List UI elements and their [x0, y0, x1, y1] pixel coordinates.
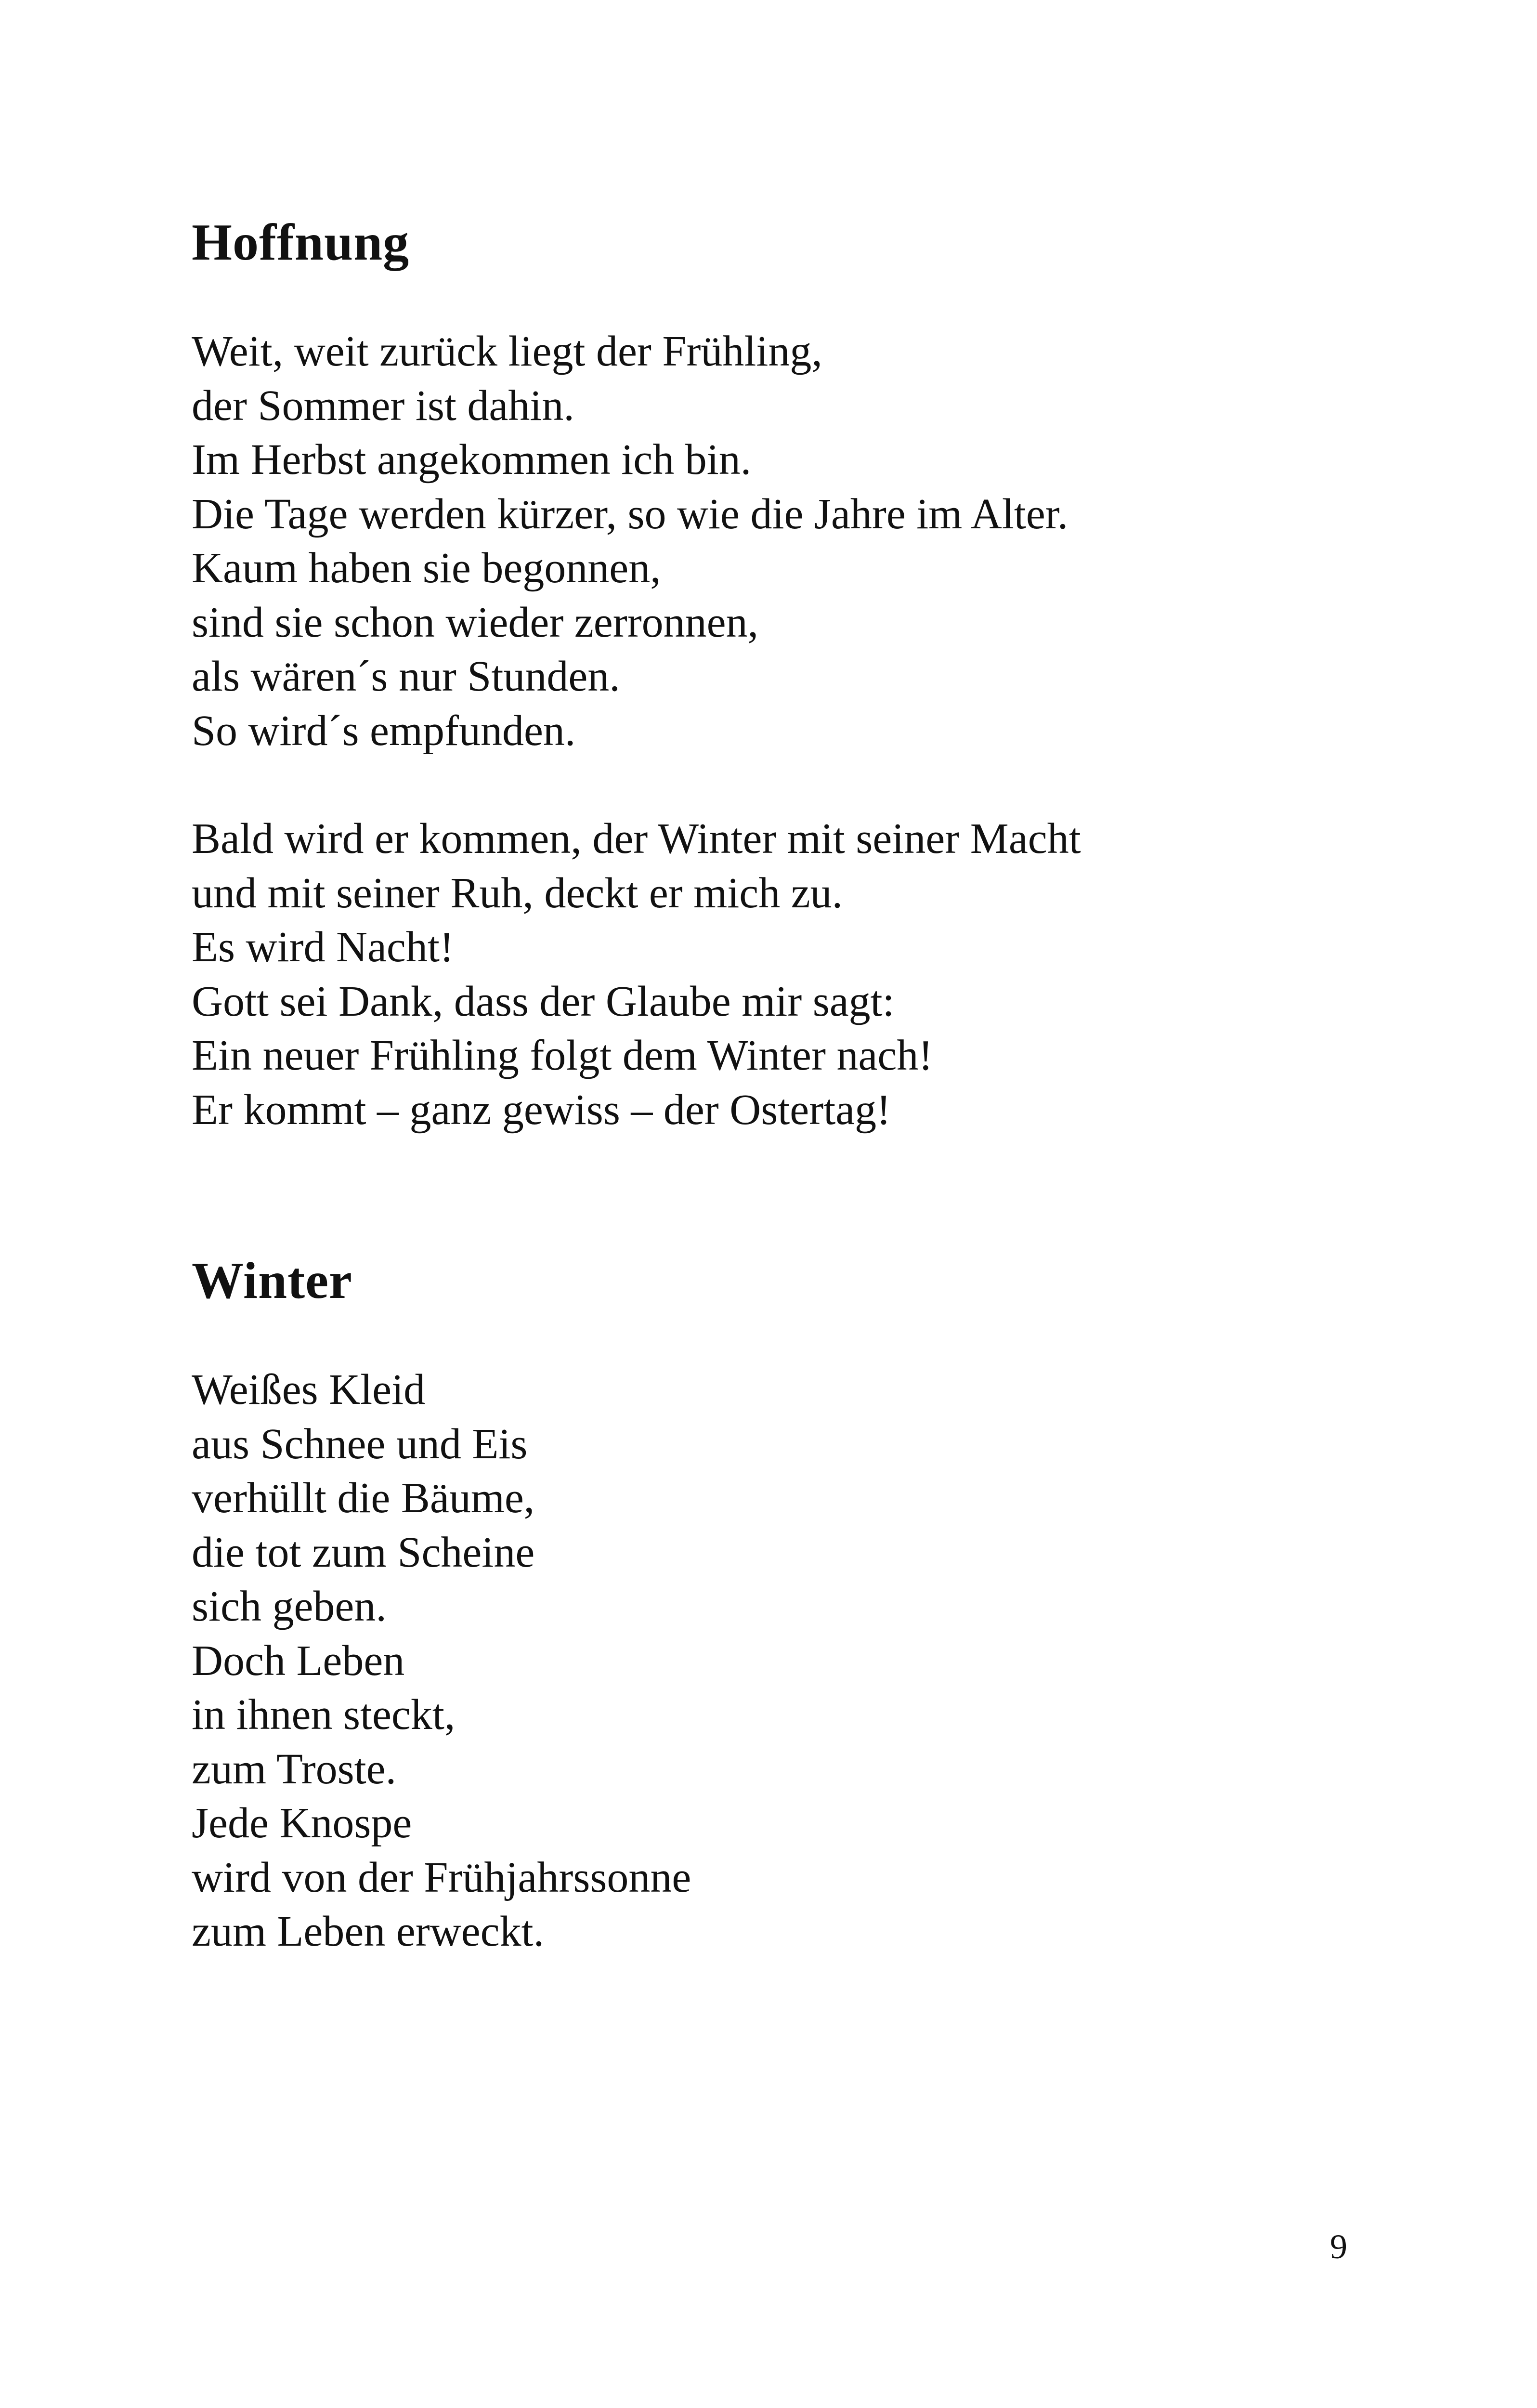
poem-line: zum Troste. [192, 1745, 397, 1793]
poem-line: zum Leben erweckt. [192, 1908, 545, 1955]
poem-line: aus Schnee und Eis [192, 1420, 528, 1468]
poem-line: verhüllt die Bäume, [192, 1474, 535, 1522]
poem-line: So wird´s empfunden. [192, 707, 576, 755]
poem-line: Weißes Kleid [192, 1366, 426, 1413]
poem-title: Winter [192, 1252, 352, 1309]
poem-line: sich geben. [192, 1583, 387, 1630]
poem-hoffnung [192, 214, 1395, 1137]
poem-line: Im Herbst angekommen ich bin. [192, 436, 752, 484]
poem-line: als wären´s nur Stunden. [192, 653, 620, 700]
stanza [192, 325, 1395, 758]
poem-line: der Sommer ist dahin. [192, 381, 574, 430]
poem-line: Bald wird er kommen, der Winter mit seiner Macht [192, 815, 1081, 863]
page-number: 9 [1330, 2227, 1347, 2266]
poem-line: Ein neuer Frühling folgt dem Winter nach! [192, 1032, 933, 1079]
poem-line: Die Tage werden kürzer, so wie die Jahre im Alter. [192, 490, 1068, 538]
stanza [192, 812, 1395, 1137]
poem-winter [192, 1252, 1395, 1959]
stanza [192, 1363, 1395, 1959]
poem-line: Doch Leben [192, 1636, 405, 1685]
poem-line: in ihnen steckt, [192, 1691, 456, 1739]
poem-line: Gott sei Dank, dass der Glaube mir sagt: [192, 977, 895, 1025]
poem-line: und mit seiner Ruh, deckt er mich zu. [192, 869, 843, 917]
poem-line: Jede Knospe [192, 1799, 412, 1847]
poem-line: Weit, weit zurück liegt der Frühling, [192, 327, 822, 375]
poem-line: Er kommt – ganz gewiss – der Ostertag! [192, 1086, 891, 1134]
poem-title: Hoffnung [192, 214, 410, 271]
poem-line: Kaum haben sie begonnen, [192, 544, 661, 592]
poem-line: sind sie schon wieder zerronnen, [192, 598, 759, 646]
poem-line: die tot zum Scheine [192, 1528, 535, 1576]
poem-line: wird von der Frühjahrssonne [192, 1853, 691, 1901]
poem-line: Es wird Nacht! [192, 923, 454, 971]
